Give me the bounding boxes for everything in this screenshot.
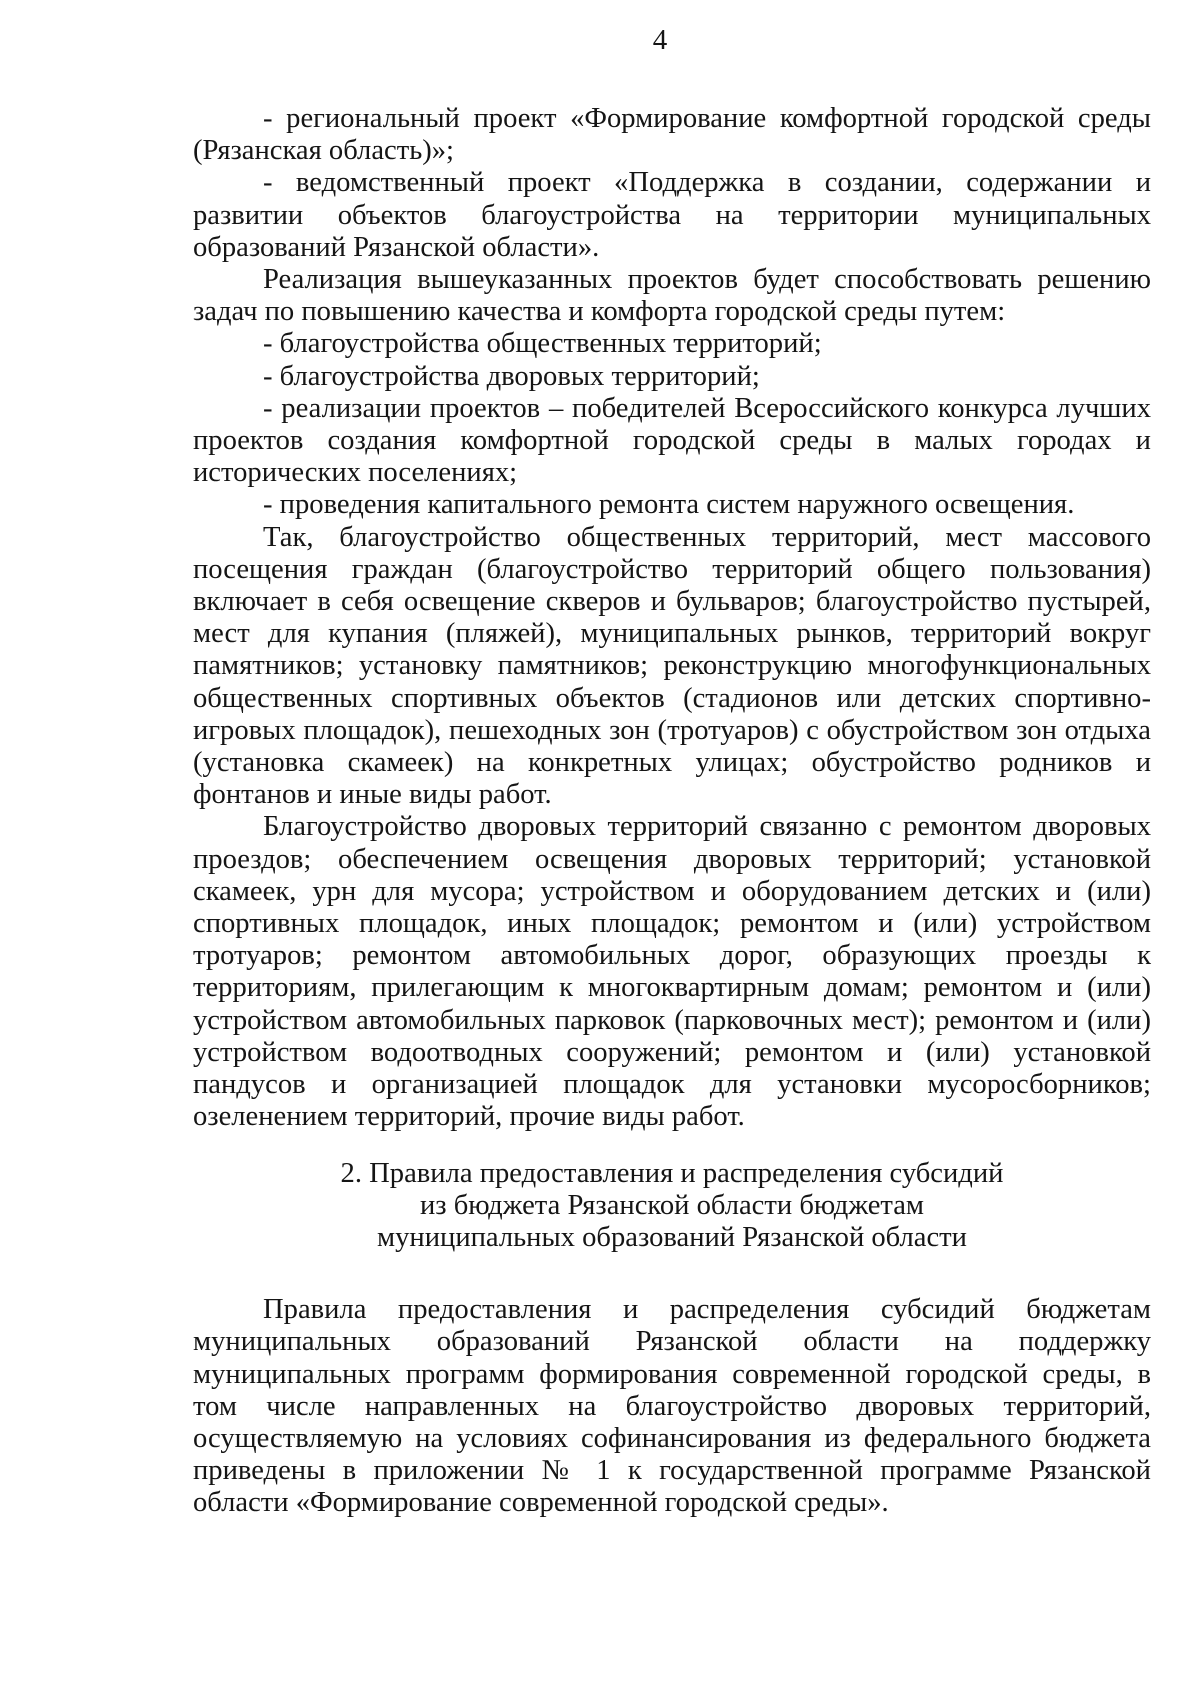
list-item: - проведения капитального ремонта систем наружного освещения.: [263, 489, 1075, 521]
document-body: [193, 103, 1151, 1520]
paragraph: Благоустройство дворовых территорий связанно с ремонтом дворовых проездов; обеспечением освещения дворовых территорий; установкой скамеек, урн для мусора; устройством и оборудованием детских и (или) спортивных площадок, иных площадок; ремонтом и (или) устройством тротуаров; ремонтом автомобильных дорог, образующих проезды к территориям, прилегающим к многоквартирным домам; ремонтом и (или) устройством автомобильных парковок (парковочных мест); ремонтом и (или) устройством водоотводных сооружений; ремонтом и (или) установкой пандусов и организацией площадок для установки мусоросборников; озеленением территорий, прочие виды работ.: [193, 811, 1151, 1133]
paragraph: Реализация вышеуказанных проектов будет способствовать решению задач по повышению качества и комфорта городской среды путем:: [193, 264, 1151, 328]
section-heading-line: из бюджета Рязанской области бюджетам: [419, 1189, 925, 1221]
paragraph: Так, благоустройство общественных территорий, мест массового посещения граждан (благоустройство территорий общего пользования) включает в себя освещение скверов и бульваров; благоустройство пустырей, мест для купания (пляжей), муниципальных рынков, территорий вокруг памятников; установку памятников; реконструкцию многофункциональных общественных спортивных объектов (стадионов или детских спортивно-игровых площадок), пешеходных зон (тротуаров) с обустройством зон отдыха (установка скамеек) на конкретных улицах; обустройство родников и фонтанов и иные виды работ.: [193, 521, 1151, 811]
list-item: - благоустройства общественных территорий;: [263, 328, 822, 360]
list-item: - благоустройства дворовых территорий;: [263, 360, 760, 392]
paragraph: - ведомственный проект «Поддержка в создании, содержании и развитии объектов благоустройства на территории муниципальных образований Рязанской области».: [193, 167, 1151, 263]
paragraph: Правила предоставления и распределения субсидий бюджетам муниципальных образований Рязанской области на поддержку муниципальных программ формирования современной городской среды, в том числе направленных на благоустройство дворовых территорий, осуществляемую на условиях софинансирования из федерального бюджета приведены в приложении № 1 к государственной программе Рязанской области «Формирование современной городской среды».: [193, 1294, 1151, 1519]
section-heading-line: 2. Правила предоставления и распределения субсидий: [340, 1157, 1004, 1189]
page-number: 4: [652, 24, 668, 56]
section-heading-line: муниципальных образований Рязанской области: [377, 1221, 967, 1253]
section-heading: [193, 1158, 1151, 1255]
list-item: - реализации проектов – победителей Всероссийского конкурса лучших проектов создания комфортной городской среды в малых городах и исторических поселениях;: [193, 392, 1151, 489]
paragraph: - региональный проект «Формирование комфортной городской среды (Рязанская область)»;: [193, 103, 1151, 167]
